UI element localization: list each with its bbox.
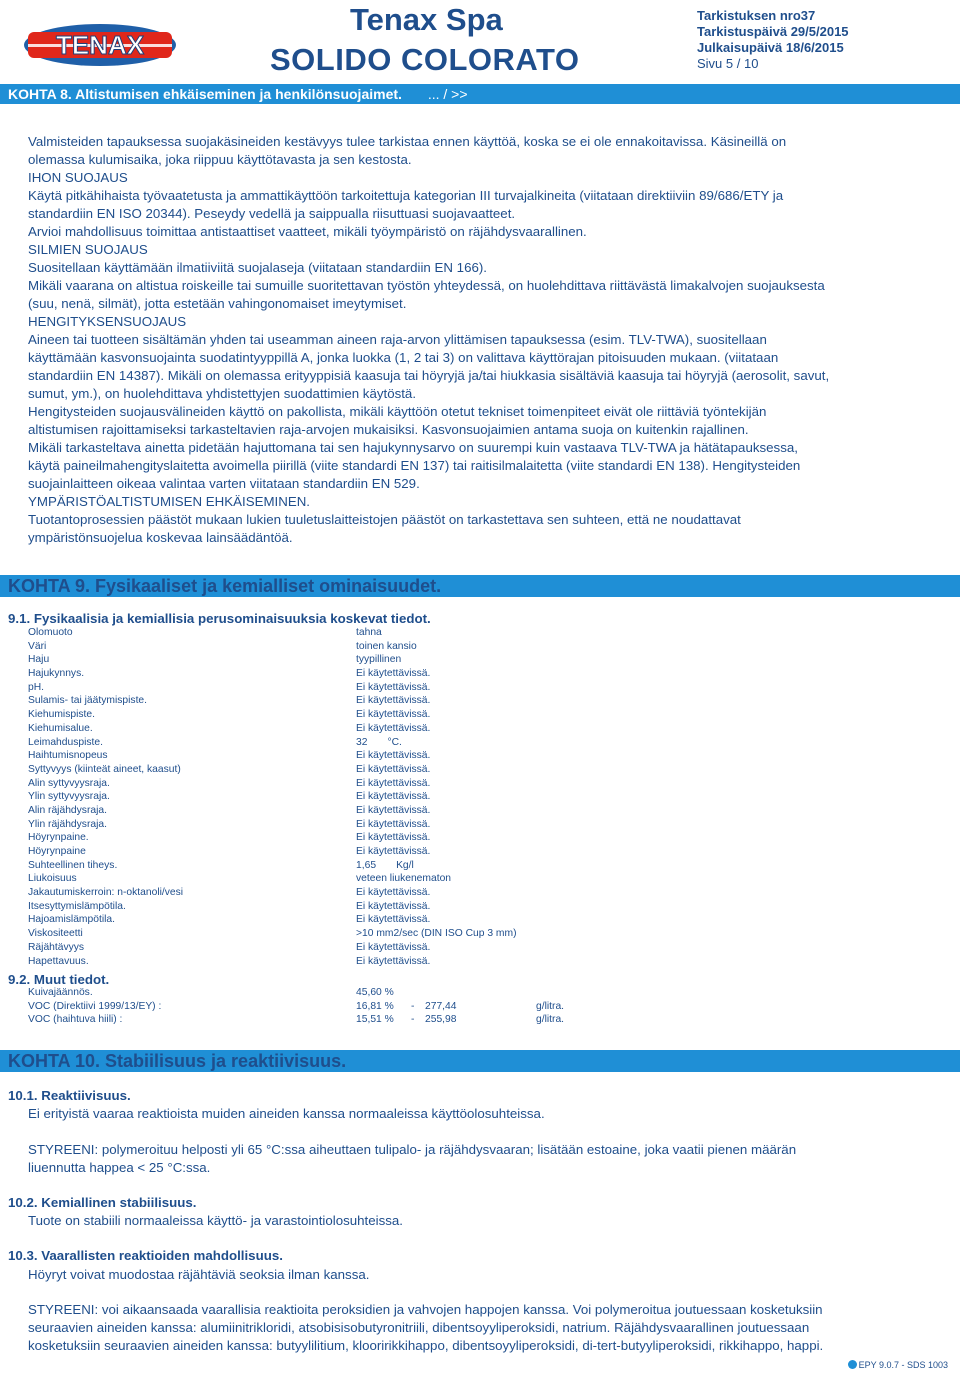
property-row <box>28 927 628 941</box>
revision-date: Tarkistuspäivä 29/5/2015 <box>697 24 849 39</box>
property-row <box>28 777 628 791</box>
property-name: Höyrynpaine <box>28 846 86 857</box>
other-info-unit: g/litra. <box>536 1014 565 1026</box>
property-value: Ei käytettävissä. <box>356 763 431 775</box>
svg-text:TENAX: TENAX <box>55 30 145 60</box>
property-name: Haihtumisnopeus <box>28 750 108 762</box>
subsection-10-3-heading: 10.3. Vaarallisten reaktioiden mahdollisuus. <box>8 1248 283 1263</box>
section-8-body <box>28 133 924 547</box>
property-row <box>28 859 628 873</box>
property-name: pH. <box>28 681 45 693</box>
property-name: Hapettavuus. <box>28 955 89 967</box>
styrene-note-1 <box>28 1141 924 1177</box>
continued-marker: ... / >> <box>427 86 468 102</box>
other-info-value: 16,81 % <box>356 1000 394 1012</box>
property-row <box>28 941 628 955</box>
section-8-title: KOHTA 8. Altistumisen ehkäiseminen ja henkilönsuojaimet. <box>8 86 402 102</box>
section-8-line: sumut, ym.), on huolehdittava yhdistettyjen suodattimien käytöstä. <box>28 386 417 401</box>
other-info-row <box>28 1000 628 1014</box>
other-info-row <box>28 986 628 1000</box>
other-info-unit: g/litra. <box>536 1000 565 1012</box>
property-name: Räjähtävyys <box>28 941 85 953</box>
property-value: tahna <box>356 627 382 638</box>
section-10-title: KOHTA 10. Stabiilisuus ja reaktiivisuus. <box>8 1051 347 1071</box>
property-value: Ei käytettävissä. <box>356 722 431 734</box>
property-row <box>28 640 628 654</box>
property-name: Hajukynnys. <box>28 668 85 680</box>
property-value: Ei käytettävissä. <box>356 777 431 789</box>
property-name: Ylin räjähdysraja. <box>28 818 107 830</box>
section-9-title: KOHTA 9. Fysikaaliset ja kemialliset ominaisuudet. <box>8 576 442 596</box>
section-8-bar <box>0 84 960 104</box>
section-8-line: (suu, nenä, silmät), jotta estetään vahingonomaiset imeytymiset. <box>28 296 407 311</box>
property-row <box>28 900 628 914</box>
revision-info <box>697 8 849 72</box>
property-name: Itsesyttymislämpötila. <box>28 900 126 912</box>
property-row <box>28 708 628 722</box>
styrene-note-2-line: seuraavien aineiden kanssa: alumiinitrikloridi, atsobisisobutyronitriili, dibentsoyyliperoksidi, natrium. Räjähdysvaarallinen joutuessaan <box>28 1320 810 1335</box>
property-row <box>28 681 628 695</box>
property-name: Viskositeetti <box>28 928 83 940</box>
section-8-line: olemassa kulumisaika, joka riippuu käyttötavasta ja sen kestosta. <box>28 152 412 167</box>
reactivity-text: Ei erityistä vaaraa reaktioista muiden aineiden kanssa normaaleissa käyttöolosuhteissa. <box>28 1106 545 1121</box>
section-8-line: käytä paineilmahengityslaitetta avoimella piirillä (viite standardi EN 137) tai raitisilmalaitetta (viite standardi EN 138). Hengitysteiden <box>28 458 801 473</box>
section-8-line: IHON SUOJAUS <box>28 170 128 185</box>
property-row <box>28 694 628 708</box>
page-number: Sivu 5 / 10 <box>697 56 759 71</box>
other-info-table <box>28 986 628 1027</box>
stability-text: Tuote on stabiili normaaleissa käyttö- ja varastointiolosuhteissa. <box>28 1213 403 1228</box>
product-name: SOLIDO COLORATO <box>270 42 580 77</box>
section-8-line: standardiin EN 14387). Mikäli on olemassa erityyppisiä kaasuja tai höyryjä ja/tai hiukkasia sisältäviä kaasuja tai höyryjä (aerosolit, savut, <box>28 368 830 383</box>
styrene-note-2 <box>28 1301 924 1355</box>
footer-version <box>848 1360 948 1370</box>
property-value: Ei käytettävissä. <box>356 668 431 680</box>
section-8-line: Aineen tai tuotteen sisältämän yhden tai useamman aineen raja-arvon ylittämisen tapauksessa (esim. TLV-TWA), suositellaan <box>28 332 767 347</box>
property-name: Ylin syttyvyysraja. <box>28 791 110 803</box>
property-value: Ei käytettävissä. <box>356 804 431 816</box>
section-8-line: Suositellaan käyttämään ilmatiiviitä suojalaseja (viitataan standardiin EN 166). <box>28 260 487 275</box>
other-info-dash: - <box>411 1014 415 1026</box>
property-name: Kiehumispiste. <box>28 709 95 721</box>
property-name: Alin syttyvyysraja. <box>28 777 110 789</box>
property-name: Alin räjähdysraja. <box>28 804 107 816</box>
section-8-line: käyttämään kasvonsuojainta suodatintyyppillä A, jonka luokka (1, 2 tai 3) on valittava käyttörajan pitoisuuden mukaan. (viitataan <box>28 350 779 365</box>
property-value: Ei käytettävissä. <box>356 681 431 693</box>
section-8-line: Valmisteiden tapauksessa suojakäsineiden kestävyys tulee tarkistaa ennen käyttöä, koska se ei ole ennakoitavissa. Käsineillä on <box>28 134 787 149</box>
styrene-note-2-line: kosketuksiin seuraavien aineiden kanssa: butyylilitium, klooririkkihappo, dibentsoyyliperoksidi, di-tert-butyyliperoksidi, rikkihappo, happi. <box>28 1338 824 1353</box>
property-row <box>28 763 628 777</box>
property-row <box>28 790 628 804</box>
property-row <box>28 626 628 640</box>
section-8-line: suojainlaitteen oikeaa valintaa varten viitataan standardiin EN 529. <box>28 476 420 491</box>
revision-number: Tarkistuksen nro37 <box>697 8 816 23</box>
property-name: Sulamis- tai jäätymispiste. <box>28 695 148 707</box>
property-value: Ei käytettävissä. <box>356 887 431 899</box>
tenax-logo <box>22 22 178 68</box>
property-value: veteen liukenematon <box>356 873 452 885</box>
other-info-name: VOC (haihtuva hiili) : <box>28 1014 123 1026</box>
property-row <box>28 913 628 927</box>
styrene-note-2-line: STYREENI: voi aikaansaada vaarallisia reaktioita peroksidien ja vahvojen happojen kanssa. Voi polymeroitua joutuessaan kosketuksiin <box>28 1302 823 1317</box>
property-value: Ei käytettävissä. <box>356 791 431 803</box>
section-8-line: ympäristönsuojelua koskevaa lainsäädäntöä. <box>28 530 293 545</box>
section-8-line: Tuotantoprosessien päästöt mukaan lukien tuuletuslaitteistojen päästöt on tarkastettava sen suhteen, että ne noudattavat <box>28 512 741 527</box>
other-info-dash: - <box>411 1000 415 1012</box>
property-value: Ei käytettävissä. <box>356 832 431 844</box>
section-8-line: Mikäli vaarana on altistua roiskeille tai sumuille suoritettavan työstön yhteydessä, on huolehdittava riittävästä limakalvojen suojauksesta <box>28 278 825 293</box>
property-value: tyypillinen <box>356 654 402 666</box>
property-name: Syttyvyys (kiinteät aineet, kaasut) <box>28 763 181 775</box>
property-value: toinen kansio <box>356 640 417 652</box>
other-info-value: 45,60 % <box>356 987 394 998</box>
property-value: Ei käytettävissä. <box>356 709 431 721</box>
property-value: 1,65 Kg/l <box>356 859 414 871</box>
section-8-line: Mikäli tarkasteltava ainetta pidetään hajuttomana tai sen hajukynnysarvo on suurempi kuin vastaava TLV-TWA ja hätätapauksessa, <box>28 440 798 455</box>
hazardous-reactions-text: Höyryt voivat muodostaa räjähtäviä seoksia ilman kanssa. <box>28 1267 370 1282</box>
property-name: Jakautumiskerroin: n-oktanoli/vesi <box>28 887 184 899</box>
property-name: Väri <box>28 640 47 652</box>
property-row <box>28 653 628 667</box>
property-row <box>28 667 628 681</box>
property-name: Liukoisuus <box>28 873 77 885</box>
property-value: Ei käytettävissä. <box>356 941 431 953</box>
other-info-name: Kuivajäännös. <box>28 987 93 998</box>
property-value: Ei käytettävissä. <box>356 900 431 912</box>
property-row <box>28 749 628 763</box>
property-value: Ei käytettävissä. <box>356 914 431 926</box>
property-value: >10 mm2/sec (DIN ISO Cup 3 mm) <box>356 928 517 940</box>
property-name: Kiehumisalue. <box>28 722 93 734</box>
subsection-10-2-heading: 10.2. Kemiallinen stabiilisuus. <box>8 1195 197 1210</box>
property-row <box>28 818 628 832</box>
styrene-note-1-line: liuennutta happea < 25 °C:ssa. <box>28 1160 211 1175</box>
property-value: Ei käytettävissä. <box>356 955 431 967</box>
section-8-line: HENGITYKSENSUOJAUS <box>28 314 187 329</box>
property-name: Haju <box>28 654 50 666</box>
properties-table <box>28 626 628 968</box>
section-9-bar <box>0 575 960 597</box>
section-8-line: YMPÄRISTÖALTISTUMISEN EHKÄISEMINEN. <box>28 494 310 509</box>
property-row <box>28 804 628 818</box>
other-info-value2: 255,98 <box>425 1014 457 1026</box>
section-8-line: Hengitysteiden suojausvälineiden käyttö on pakollista, mikäli käyttöön otetut tekniset toimenpiteet eivät ole riittäviä työntekijän <box>28 404 767 419</box>
other-info-row <box>28 1013 628 1027</box>
property-row <box>28 722 628 736</box>
section-8-line: SILMIEN SUOJAUS <box>28 242 148 257</box>
property-row <box>28 886 628 900</box>
section-8-line: Arvioi mahdollisuus toimittaa antistaattiset vaatteet, mikäli työympäristö on räjähdysvaarallinen. <box>28 224 587 239</box>
other-info-name: VOC (Direktiivi 1999/13/EY) : <box>28 1000 162 1012</box>
property-row <box>28 736 628 750</box>
subsection-9-2-heading: 9.2. Muut tiedot. <box>8 972 110 987</box>
section-8-line: altistumisen rajoittamiseksi tarkasteltavien raja-arvojen mukaisiksi. Kasvonsuojaimien antama suoja on kuitenkin rajallinen. <box>28 422 749 437</box>
footer-text: EPY 9.0.7 - SDS 1003 <box>858 1360 948 1370</box>
property-name: Leimahduspiste. <box>28 736 103 748</box>
property-row <box>28 845 628 859</box>
other-info-value2: 277,44 <box>425 1000 457 1012</box>
subsection-10-1-heading: 10.1. Reaktiivisuus. <box>8 1088 131 1103</box>
property-row <box>28 831 628 845</box>
section-8-line: Käytä pitkähihaista työvaatetusta ja ammattikäyttöön tarkoitettuja kategorian III turvajalkineita (viitataan direktiiviin 89/686/ETY ja <box>28 188 784 203</box>
property-name: Olomuoto <box>28 627 73 638</box>
section-10-bar <box>0 1050 960 1072</box>
property-value: Ei käytettävissä. <box>356 750 431 762</box>
property-name: Hajoamislämpötila. <box>28 914 115 926</box>
property-value: Ei käytettävissä. <box>356 818 431 830</box>
epy-logo-icon <box>848 1360 857 1369</box>
other-info-value: 15,51 % <box>356 1014 394 1026</box>
section-8-line: standardiin EN ISO 20344). Peseydy vedellä ja saippualla riisuttuasi suojavaatteet. <box>28 206 516 221</box>
subsection-9-1-heading: 9.1. Fysikaalisia ja kemiallisia perusominaisuuksia koskevat tiedot. <box>8 611 431 626</box>
property-value: Ei käytettävissä. <box>356 846 431 857</box>
company-name: Tenax Spa <box>350 2 503 37</box>
property-name: Suhteellinen tiheys. <box>28 859 118 871</box>
document-header <box>0 0 960 84</box>
property-row <box>28 955 628 969</box>
publication-date: Julkaisupäivä 18/6/2015 <box>697 40 844 55</box>
styrene-note-1-line: STYREENI: polymeroituu helposti yli 65 °C:ssa aiheuttaen tulipalo- ja räjähdysvaaran; lisätään estoaine, joka vaatii pienen määrän <box>28 1142 797 1157</box>
property-name: Höyrynpaine. <box>28 832 89 844</box>
property-value: 32 °C. <box>356 736 402 748</box>
property-row <box>28 872 628 886</box>
property-value: Ei käytettävissä. <box>356 695 431 707</box>
